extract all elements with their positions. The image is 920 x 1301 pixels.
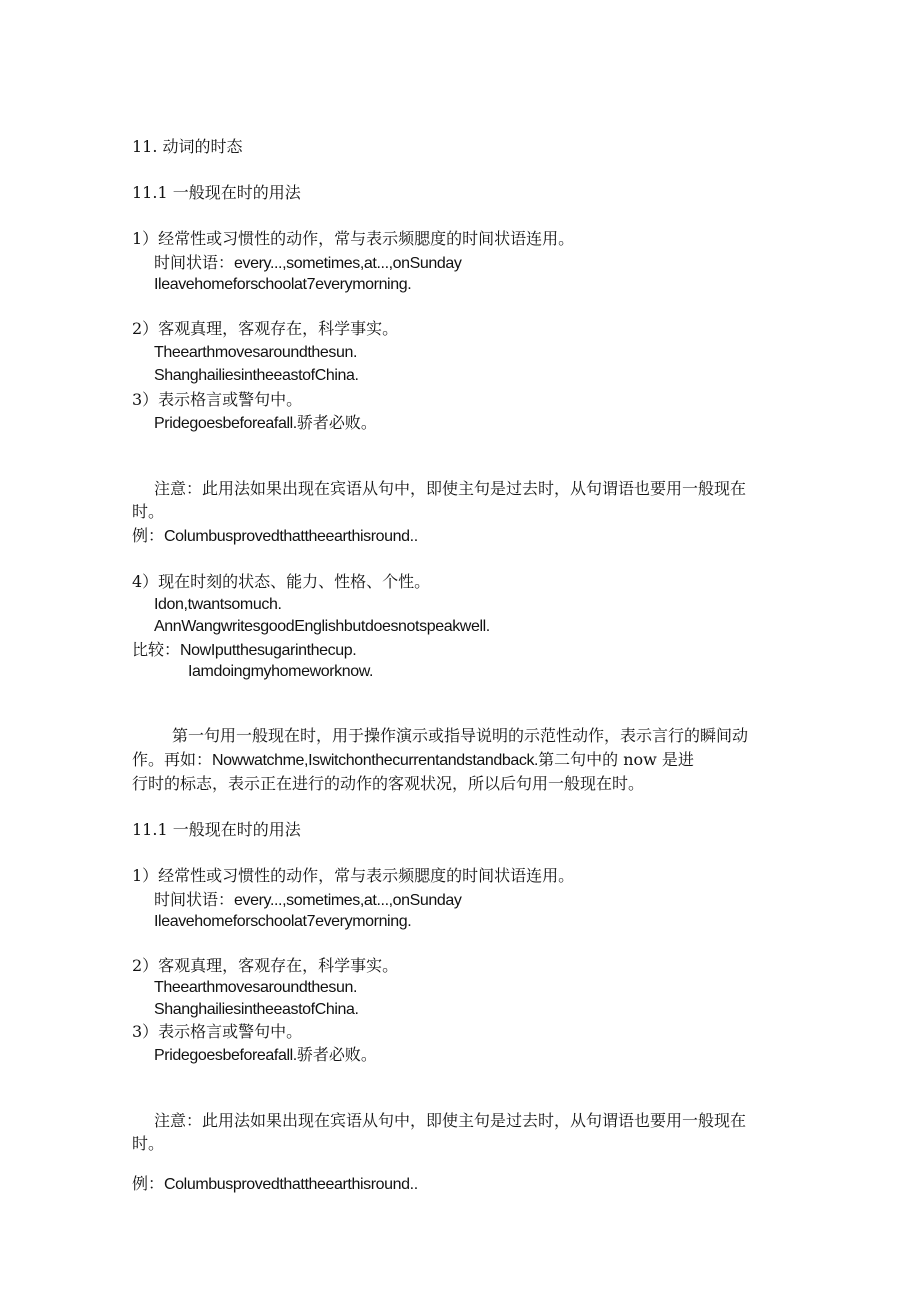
rule-4-text: 4）现在时刻的状态、能力、性格、个性。	[132, 572, 431, 591]
compare-line	[132, 640, 356, 661]
note-example: Columbusprovedthattheearthisround..	[164, 1176, 418, 1193]
adverbial-line	[154, 253, 462, 274]
example-sentence: ShanghailiesintheeastofChina.	[154, 1001, 359, 1018]
proverb-en: Pridegoesbeforeafall.	[154, 1047, 297, 1064]
proverb-line	[154, 1045, 377, 1066]
note-line-1: 注意：此用法如果出现在宾语从句中，即使主句是过去时，从句谓语也要用一般现在	[154, 1111, 747, 1130]
example-sentence: Theearthmovesaroundthesun.	[154, 979, 358, 996]
note-line-1: 注意：此用法如果出现在宾语从句中，即使主句是过去时，从句谓语也要用一般现在	[154, 479, 747, 498]
rule-3-text: 3）表示格言或警句中。	[132, 1022, 303, 1041]
note-example-line	[132, 526, 418, 547]
compare-label: 比较：	[132, 640, 181, 659]
example-label: 例：	[132, 526, 165, 545]
rule-1-text: 1）经常性或习惯性的动作，常与表示频腮度的时间状语连用。	[132, 866, 575, 885]
explanation-line-3: 行时的标志，表示正在进行的动作的客观状况，所以后句用一般现在时。	[132, 774, 645, 793]
proverb-cn: 骄者必败。	[296, 1045, 377, 1064]
explanation-cn-2: 第二句中的 now 是进	[538, 750, 694, 769]
explanation-line-1: 第一句用一般现在时，用于操作演示或指导说明的示范性动作，表示言行的瞬间动	[172, 726, 749, 745]
adverbial-label: 时间状语：	[154, 890, 235, 909]
compare-sentence-1: NowIputthesugarinthecup.	[180, 642, 357, 659]
example-sentence: ShanghailiesintheeastofChina.	[154, 367, 359, 384]
rule-2-text: 2）客观真理，客观存在，科学事实。	[132, 956, 399, 975]
explanation-cn: 作。再如：	[132, 750, 213, 769]
proverb-cn: 骄者必败。	[296, 413, 377, 432]
adverbial-line	[154, 890, 462, 911]
section-title: 11.1 一般现在时的用法	[132, 183, 301, 202]
adverbial-list: every...,sometimes,at...,onSunday	[234, 255, 462, 272]
chapter-heading: 11. 动词的时态	[132, 137, 243, 156]
rule-3-text: 3）表示格言或警句中。	[132, 390, 303, 409]
example-sentence: Ileavehomeforschoolat7everymorning.	[154, 913, 412, 930]
rule-1-text: 1）经常性或习惯性的动作，常与表示频腮度的时间状语连用。	[132, 229, 575, 248]
proverb-en: Pridegoesbeforeafall.	[154, 415, 297, 432]
example-label: 例：	[132, 1174, 165, 1193]
compare-sentence-2: Iamdoingmyhomeworknow.	[188, 663, 374, 680]
example-sentence: Theearthmovesaroundthesun.	[154, 344, 358, 361]
example-sentence: Idon,twantsomuch.	[154, 596, 282, 613]
rule-2-text: 2）客观真理，客观存在，科学事实。	[132, 319, 399, 338]
note-example: Columbusprovedthattheearthisround..	[164, 528, 418, 545]
note-line-2: 时。	[132, 1134, 165, 1153]
example-sentence: Ileavehomeforschoolat7everymorning.	[154, 276, 412, 293]
section-title: 11.1 一般现在时的用法	[132, 820, 301, 839]
note-example-line	[132, 1174, 418, 1195]
adverbial-list: every...,sometimes,at...,onSunday	[234, 892, 462, 909]
proverb-line	[154, 413, 377, 434]
note-line-2: 时。	[132, 502, 165, 521]
adverbial-label: 时间状语：	[154, 253, 235, 272]
explanation-en: Nowwatchme,Iswitchonthecurrentandstandback.	[212, 752, 539, 769]
explanation-line-2	[132, 750, 694, 771]
example-sentence: AnnWangwritesgoodEnglishbutdoesnotspeakwell.	[154, 618, 490, 635]
